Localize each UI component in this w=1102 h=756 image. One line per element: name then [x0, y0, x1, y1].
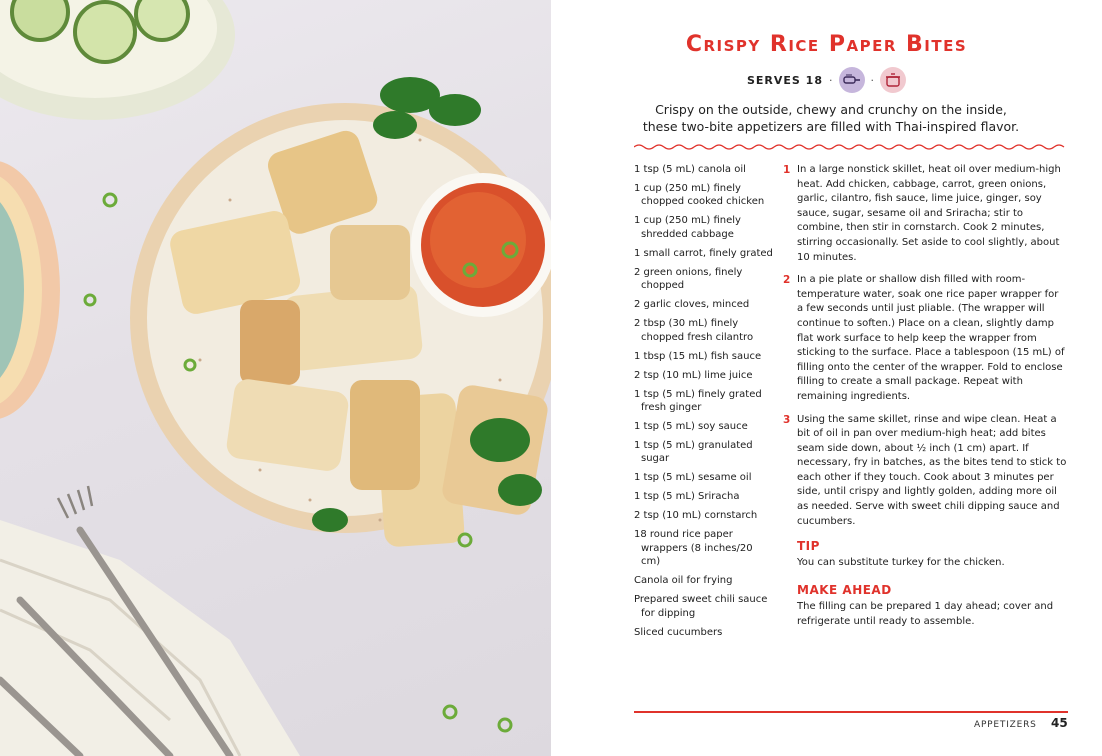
ingredient-item: Sliced cucumbers	[634, 626, 723, 638]
step-text: In a large nonstick skillet, heat oil over medium-high heat. Add chicken, cabbage, carrot, green onions, garlic, cilantro, fish sauce, lime juice, ginger, soy sauce, sugar, sesame oil and Sriracha; stir to combine, then stir in cornstarch. Cook 2 minutes, stirring occasionally. Set aside to cool slightly, about 10 minutes.	[797, 164, 1061, 263]
step-text: Using the same skillet, rinse and wipe clean. Heat a bit of oil in pan over medium-high heat; add bites seam side down, about ½ inch (1 cm) apart. If necessary, fry in batches, as the bites tend to stick to each other if they touch. Cook about 3 minutes per side, until crispy and lightly golden, adding more oil as needed. Serve with sweet chili dipping sauce and cucumbers.	[797, 413, 1067, 527]
ingredient-item: 1 tsp (5 mL) canola oil	[634, 164, 746, 175]
make-ahead-heading: MAKE AHEAD	[797, 583, 892, 597]
ingredient-item: 2 garlic cloves, minced	[634, 299, 750, 311]
step-number: 3	[783, 413, 791, 426]
section-label: APPETIZERS	[974, 720, 1037, 730]
ingredient-item: Canola oil for frying	[634, 575, 733, 587]
separator-dot: ·	[870, 73, 874, 87]
tip-heading: TIP	[797, 539, 820, 553]
intro-line-2: these two-bite appetizers are filled with Thai-inspired flavor.	[642, 119, 1020, 134]
ingredient-item: 1 tbsp (15 mL) fish sauce	[634, 350, 762, 362]
intro-line-1: Crispy on the outside, chewy and crunchy on the inside,	[655, 102, 1007, 117]
ingredient-item: 1 tsp (5 mL) granulated sugar	[634, 440, 753, 465]
recipe-page	[551, 0, 1102, 756]
pot-icon	[880, 67, 906, 93]
ingredient-item: 2 tbsp (30 mL) finely chopped fresh cilantro	[634, 318, 754, 343]
page-number: 45	[1051, 716, 1068, 730]
cucumber-slice	[75, 2, 135, 62]
ingredient-item: 18 round rice paper wrappers (8 inches/20 cm)	[634, 529, 753, 568]
ingredient-item: 2 tsp (10 mL) lime juice	[634, 369, 753, 381]
ingredient-item: 1 tsp (5 mL) finely grated fresh ginger	[634, 388, 762, 414]
step-number: 2	[783, 274, 791, 287]
fork-tines	[58, 486, 92, 518]
ingredient-item: 1 cup (250 mL) finely shredded cabbage	[634, 215, 741, 240]
step-number: 1	[783, 164, 791, 176]
separator-dot: ·	[829, 73, 833, 87]
ingredient-item: 2 green onions, finely chopped	[634, 266, 743, 292]
ingredient-item: 1 tsp (5 mL) soy sauce	[634, 421, 748, 433]
method-step	[783, 413, 1067, 530]
ingredient-item: 1 small carrot, finely grated	[634, 247, 773, 259]
ingredient-item: 1 tsp (5 mL) sesame oil	[634, 472, 752, 484]
skillet-icon	[839, 67, 865, 93]
method-step	[783, 273, 1067, 404]
footer-rule	[634, 711, 1068, 713]
ingredient-item: 1 cup (250 mL) finely chopped cooked chicken	[634, 183, 765, 208]
ingredient-item: 1 tsp (5 mL) Sriracha	[634, 491, 740, 503]
ingredient-item: Prepared sweet chili sauce for dipping	[634, 594, 768, 619]
recipe-intro	[631, 101, 1031, 135]
cucumber-slice	[12, 0, 68, 40]
tip-text: You can substitute turkey for the chicken.	[797, 557, 1005, 568]
method-steps	[783, 163, 1067, 537]
ingredient-item: 2 tsp (10 mL) cornstarch	[634, 510, 758, 522]
method-step	[783, 163, 1067, 265]
recipe-title: Crispy Rice Paper Bites	[685, 32, 968, 57]
wavy-divider	[634, 143, 1068, 151]
cucumber-slice	[136, 0, 188, 40]
step-text: In a pie plate or shallow dish filled with room-temperature water, soak one rice paper wrapper for a few seconds until just pliable. (The wrapper will continue to soften.) Place on a clean, slightly damp flat work surface to help keep the wrapper from sticking to the surface. Place a tablespoon (15 mL) of filling onto the center of the wrapper. Fold to enclose filling to create a small package. Repeat with remaining ingredients.	[797, 274, 1065, 402]
ingredient-list	[634, 163, 774, 645]
make-ahead-text: The filling can be prepared 1 day ahead; cover and refrigerate until ready to assemble.	[797, 601, 1054, 627]
serves-row	[551, 66, 1102, 94]
serves-label: SERVES 18	[747, 73, 823, 87]
